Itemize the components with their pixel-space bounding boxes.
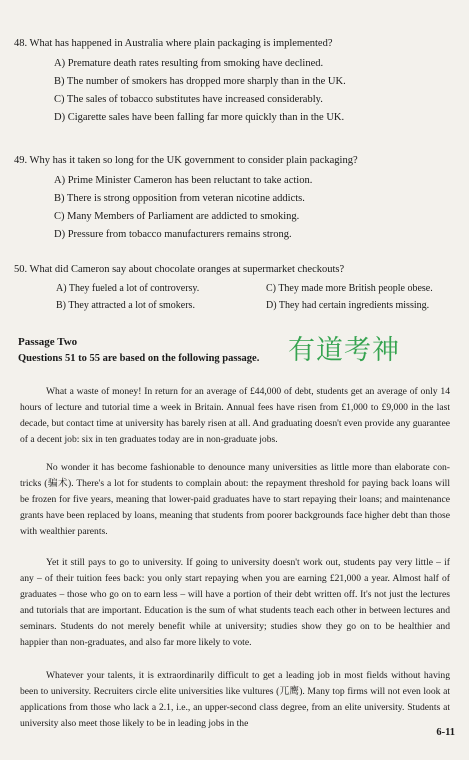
passage-paragraph-1: What a waste of money! In return for an average of £44,000 of debt, students get an average of only 14 hours of lecture and tutorial time a week in Britain. Annual fees have risen from £1,000 to £9,000 in the last decade, but contact time at university has barely risen at all. And graduating doesn't even provide any guarantee of a decent job: six in ten graduates today are in non-graduate jobs. <box>20 386 450 445</box>
q50-option-b: B) They attracted a lot of smokers. <box>56 300 195 311</box>
question-49: 49. Why has it taken so long for the UK government to consider plain packaging? <box>14 155 358 166</box>
passage-paragraph-2: No wonder it has become fashionable to denounce many universities as little more than elaborate con-tricks (骗术). There's a lot for students to complain about: the repayment threshold for paying back loans will be frozen for five years, meaning that lower-paid graduates have to start repaying their loans; and maintenance grants have been replaced by loans, meaning that students from poorer backgrounds face higher debt than those with wealthier parents. <box>20 462 450 537</box>
q49-option-c: C) Many Members of Parliament are addicted to smoking. <box>54 211 300 222</box>
passage-paragraph-3: Yet it still pays to go to university. If going to university doesn't work out, students pay very little – if any – of their tuition fees back: you only start repaying when you are earning £21,000 a year. Almost half of graduates – those who go on to earn less – will have a portion of their debt written off. It's not just the lectures and tutorials that are important. Education is the sum of what students teach each other in between lectures and seminars. Students do not merely benefit while at university; studies show they go on to be healthier and happier than non-graduates, and also far more likely to vote. <box>20 557 450 648</box>
q49-option-a: A) Prime Minister Cameron has been reluctant to take action. <box>54 175 313 186</box>
q48-option-c: C) The sales of tobacco substitutes have increased considerably. <box>54 94 323 105</box>
page-number: 6-11 <box>436 727 455 738</box>
passage-paragraph-4: Whatever your talents, it is extraordinarily difficult to get a leading job in most fields without having been to university. Recruiters circle elite universities like vultures (兀鹰). Many top firms will not even look at applications from those who lack a 2.1, i.e., an upper-second class degree, from an elite university. Students at university also meet those likely to be in leading jobs in the <box>20 670 450 729</box>
q48-option-a: A) Premature death rates resulting from smoking have declined. <box>54 58 324 69</box>
passage-instruction: Questions 51 to 55 are based on the following passage. <box>18 353 260 364</box>
q50-option-a: A) They fueled a lot of controversy. <box>56 283 200 294</box>
q49-option-d: D) Pressure from tobacco manufacturers remains strong. <box>54 229 292 240</box>
q48-option-b: B) The number of smokers has dropped more sharply than in the UK. <box>54 76 346 87</box>
q49-option-b: B) There is strong opposition from veteran nicotine addicts. <box>54 193 305 204</box>
q50-option-d: D) They had certain ingredients missing. <box>266 300 430 311</box>
q50-option-c: C) They made more British people obese. <box>266 283 433 294</box>
question-50: 50. What did Cameron say about chocolate oranges at supermarket checkouts? <box>14 264 345 275</box>
passage-title: Passage Two <box>18 336 78 348</box>
watermark-logo: 有道考神 <box>288 335 400 366</box>
question-48: 48. What has happened in Australia where plain packaging is implemented? <box>14 38 333 49</box>
q48-option-d: D) Cigarette sales have been falling far more quickly than in the UK. <box>54 112 345 123</box>
